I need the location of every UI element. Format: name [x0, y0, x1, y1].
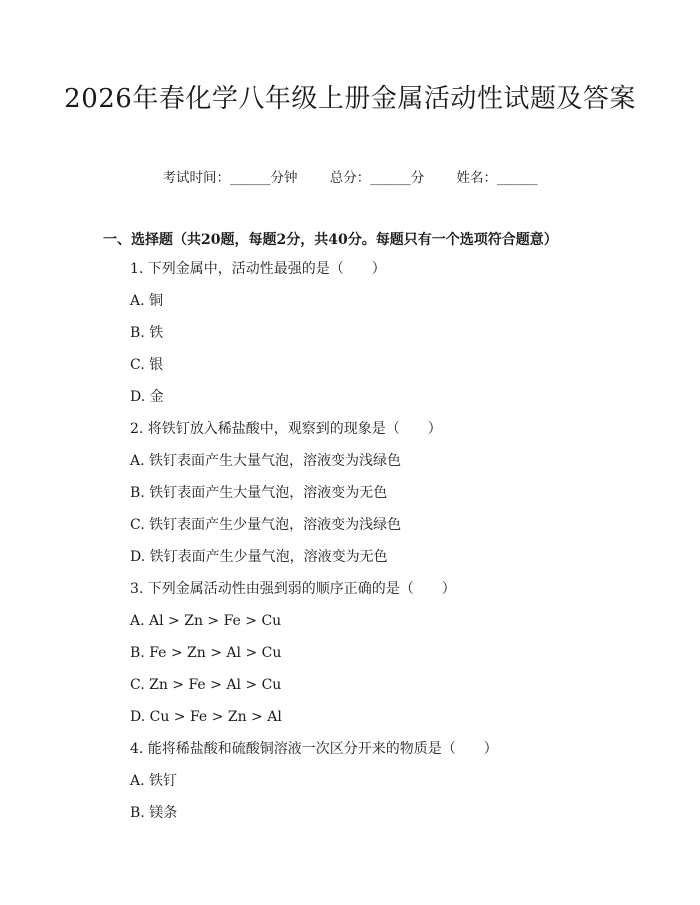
answer-option: A. 铁钉表面产生大量气泡，溶液变为浅绿色	[130, 453, 402, 469]
answer-option: D. Cu > Fe > Zn > Al	[130, 709, 282, 725]
question-stem: 2. 将铁钉放入稀盐酸中，观察到的现象是（ ）	[130, 421, 442, 437]
question-stem: 1. 下列金属中，活动性最强的是（ ）	[130, 261, 386, 277]
answer-option: B. 铁	[130, 325, 164, 341]
answer-option: B. 镁条	[130, 805, 178, 821]
answer-option: D. 铁钉表面产生少量气泡，溶液变为无色	[130, 549, 388, 565]
answer-option: C. 铁钉表面产生少量气泡，溶液变为浅绿色	[130, 517, 402, 533]
section-heading: 一、选择题（共20题，每题2分，共40分。每题只有一个选项符合题意）	[103, 232, 558, 248]
total-score-field: 总分：______分	[329, 170, 425, 186]
question-stem: 3. 下列金属活动性由强到弱的顺序正确的是（ ）	[130, 581, 456, 597]
document-title: 2026年春化学八年级上册金属活动性试题及答案	[64, 84, 636, 114]
answer-option: D. 金	[130, 389, 164, 405]
student-name-field: 姓名：______	[456, 170, 538, 186]
answer-option: C. Zn > Fe > Al > Cu	[130, 677, 282, 693]
answer-option: B. 铁钉表面产生大量气泡，溶液变为无色	[130, 485, 388, 501]
answer-option: B. Fe > Zn > Al > Cu	[130, 645, 282, 661]
answer-option: A. Al > Zn > Fe > Cu	[130, 613, 282, 629]
answer-option: A. 铁钉	[130, 773, 178, 789]
question-stem: 4. 能将稀盐酸和硫酸铜溶液一次区分开来的物质是（ ）	[130, 741, 498, 757]
exam-time-field: 考试时间：______分钟	[162, 170, 298, 186]
answer-option: A. 铜	[130, 293, 164, 309]
exam-info-row	[0, 168, 700, 188]
answer-option: C. 银	[130, 357, 164, 373]
